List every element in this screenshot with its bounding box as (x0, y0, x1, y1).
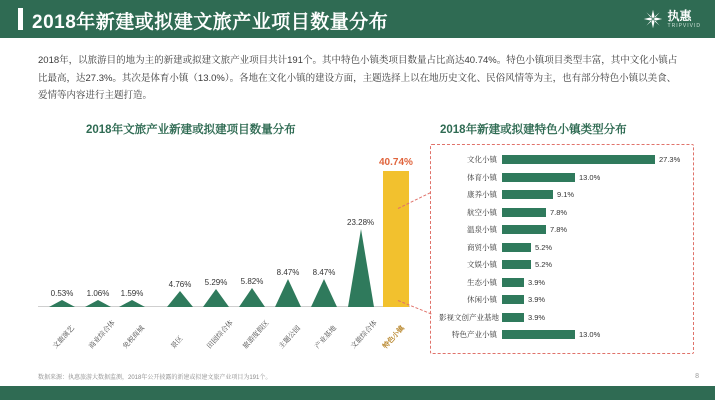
table-row (439, 188, 685, 201)
star-burst-icon (643, 9, 663, 29)
bar-shape (348, 229, 374, 307)
bar-shape (502, 155, 655, 164)
x-axis-label: 商业综合体 (88, 319, 117, 351)
bar-value-label: 23.28% (347, 218, 375, 227)
footer-band (0, 386, 715, 400)
bar-shape (275, 279, 301, 307)
bar-highlight (379, 157, 413, 307)
brand-logo (643, 7, 701, 31)
bar-shape (502, 190, 553, 199)
bar-value-label: 3.9% (528, 295, 546, 304)
bar-value-label: 4.76% (168, 280, 192, 289)
table-row (439, 153, 685, 166)
category-label: 温泉小镇 (467, 225, 497, 234)
triangle-bar (49, 289, 75, 307)
table-row (439, 241, 685, 254)
triangle-bar (347, 218, 374, 307)
triangle-bar (85, 289, 111, 307)
left-chart (20, 140, 420, 355)
triangle-bar (239, 277, 265, 307)
bar-value-label: 27.3% (659, 155, 681, 164)
bar-value-label: 9.1% (557, 190, 575, 199)
bar-shape (119, 300, 145, 307)
bar-shape (49, 300, 75, 307)
triangle-bar (167, 280, 193, 307)
bar-shape (239, 288, 265, 307)
description-paragraph: 2018年，以旅游目的地为主的新建或拟建文旅产业项目共计191个。其中特色小镇类项目数量占比高达40.74%。特色小镇项目类型丰富，其中文化小镇占比最高，达27.3%。其次是体育小镇（13.0%）。各地在文化小镇的建设方面，主题选择上以在地历史文化、民俗风情等为主，也有部分特色小镇以美食、爱情等内容进行主题打造。 (38, 55, 678, 102)
table-row (439, 276, 685, 289)
bar-value-label: 8.47% (276, 268, 300, 277)
triangle-bar (311, 268, 337, 307)
bar-value-label: 7.8% (550, 207, 568, 217)
category-label: 体育小镇 (467, 172, 497, 182)
left-chart-title: 2018年文旅产业新建或拟建项目数量分布 (86, 124, 296, 136)
category-label: 休闲小镇 (467, 295, 497, 304)
x-axis-label: 景区 (170, 335, 185, 351)
triangle-bar (275, 268, 301, 307)
bar-value-label: 5.82% (240, 277, 264, 286)
bar-shape (502, 173, 575, 182)
bar-shape (502, 295, 524, 304)
x-axis-label: 文旅演艺 (52, 324, 76, 351)
brand-name-cn: 执惠 (667, 8, 692, 23)
bar-value-label: 7.8% (550, 225, 568, 234)
source-note: 数据来源：执惠旅游大数据监测，2018年公开披露的新建或拟建文旅产业项目为191个。 (38, 375, 272, 381)
bar-value-label: 1.06% (86, 289, 110, 298)
table-row (439, 206, 685, 219)
right-chart-title: 2018年新建或拟建特色小镇类型分布 (440, 124, 627, 136)
right-chart (430, 144, 694, 354)
bar-value-label: 3.9% (528, 277, 546, 287)
x-axis-label: 主题公园 (278, 324, 302, 351)
bar-shape (502, 208, 546, 217)
category-label: 康养小镇 (467, 190, 497, 199)
triangle-bar (119, 289, 145, 307)
bar-shape (502, 243, 531, 252)
bar-value-label: 1.59% (120, 289, 144, 298)
category-label: 航空小镇 (467, 207, 497, 217)
bar-value-label: 13.0% (579, 330, 601, 339)
bar-shape (167, 291, 193, 307)
bar-value-label: 40.74% (379, 157, 413, 168)
x-axis-label: 产业基地 (314, 324, 338, 351)
bar-value-label: 13.0% (579, 172, 601, 182)
bar-value-label: 3.9% (528, 312, 546, 322)
bar-shape (502, 260, 531, 269)
bar-shape (203, 289, 229, 307)
x-axis-label: 旅游度假区 (242, 319, 271, 351)
bar-value-label: 5.2% (535, 260, 553, 269)
title-accent-bar (18, 8, 23, 30)
bar-shape (502, 330, 575, 339)
table-row (439, 171, 685, 184)
bar-shape (502, 313, 524, 322)
bar-value-label: 0.53% (50, 289, 74, 298)
category-label: 影视文创产业基地 (439, 312, 499, 322)
table-row (439, 258, 685, 271)
bar-shape (502, 225, 546, 234)
x-axis-label: 文旅综合体 (350, 319, 379, 351)
page-number: 8 (695, 373, 699, 380)
bar-shape (502, 278, 524, 287)
bar-value-label: 5.2% (535, 242, 553, 252)
page-title: 2018年新建或拟建文旅产业项目数量分布 (32, 12, 389, 33)
bar-value-label: 5.29% (204, 278, 228, 287)
category-label: 商贸小镇 (467, 242, 497, 252)
category-label: 特色产业小镇 (452, 330, 497, 339)
triangle-bar (203, 278, 229, 307)
x-axis-label: 特色小镇 (382, 324, 406, 351)
bar-shape (311, 279, 337, 307)
table-row (439, 293, 685, 306)
bar-value-label: 8.47% (312, 268, 336, 277)
x-axis-label: 免税商城 (122, 324, 146, 351)
category-label: 文化小镇 (467, 155, 497, 164)
category-label: 生态小镇 (467, 277, 497, 287)
category-label: 文娱小镇 (467, 260, 497, 269)
brand-name-en: TRIPVIVID (667, 22, 701, 29)
bar-shape (383, 171, 409, 307)
table-row (439, 311, 685, 324)
bar-shape (85, 300, 111, 307)
table-row (439, 223, 685, 236)
x-axis-label: 田园综合体 (206, 319, 235, 351)
brand-text (668, 10, 701, 29)
table-row (439, 328, 685, 341)
slide-header (0, 0, 715, 38)
